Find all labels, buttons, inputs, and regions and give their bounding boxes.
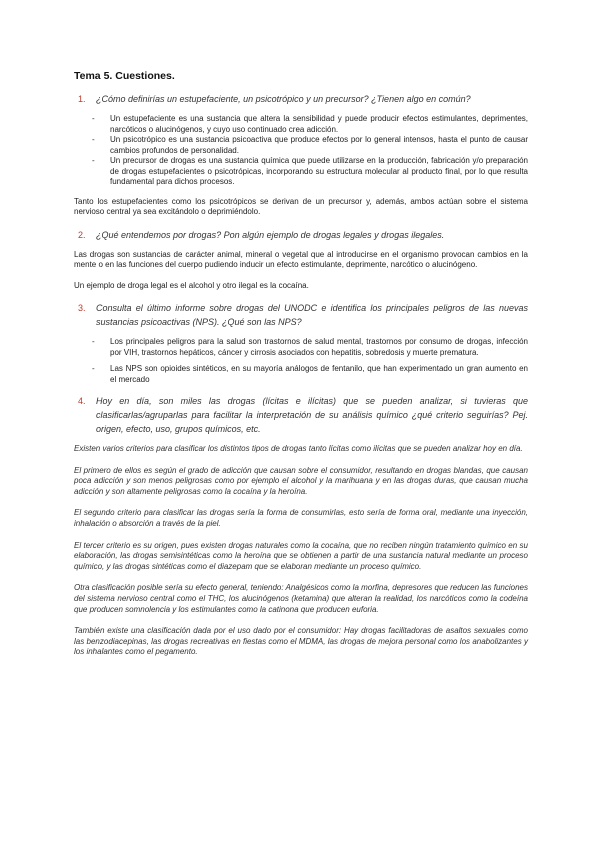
answer-paragraph: Tanto los estupefacientes como los psicotrópicos se derivan de un precursor y, además, ambos actúan sobre el sistema nervioso central ya sea excitándolo o deprimiéndolo. [74, 196, 528, 216]
document-page [74, 70, 528, 669]
list-item-text: Los principales peligros para la salud son trastornos de salud mental, trastornos por consumo de drogas, infección por VIH, trastornos hepáticos, cáncer y cirrosis asociados con hepatitis, sobredosis y muerte prematura. [110, 337, 528, 357]
answer-paragraph: Un ejemplo de droga legal es el alcohol y otro ilegal es la cocaína. [74, 280, 309, 290]
list-item-text: Las NPS son opioides sintéticos, en su mayoría análogos de fentanilo, que han experimentado un gran aumento en el mercado [110, 364, 528, 384]
question-2 [74, 228, 528, 242]
question-3 [74, 301, 528, 329]
list-item-text: Un psicotrópico es una sustancia psicoactiva que produce efectos por lo general intensos, hasta el punto de causar cambios profundos de personalidad. [110, 135, 528, 155]
bullet-dash: - [92, 364, 95, 373]
question-text: ¿Cómo definirías un estupefaciente, un psicotrópico y un precursor? ¿Tienen algo en común? [96, 94, 471, 104]
document-title: Tema 5. Cuestiones. [74, 70, 175, 82]
answer-paragraph: El primero de ellos es según el grado de adicción que causan sobre el consumidor, resultando en drogas blandas, que causan poca adicción y son menos peligrosas como por ejemplo el alcohol y la marihuana y en las drogas duras, que causan mucha adicción y son altamente peligrosas como la cocaína y la heroína. [74, 465, 528, 496]
list-item [92, 156, 528, 188]
question-text: Hoy en día, son miles las drogas (lícitas e ilícitas) que se pueden analizar, si tuvieras que clasificarlas/agruparlas para facilitar la interpretación de su análisis químico ¿qué criterio seguirías? Pej. origen, efecto, uso, grupos químicos, etc. [96, 396, 528, 434]
list-item [92, 135, 528, 156]
answer-paragraph: Otra clasificación posible sería su efecto general, teniendo: Analgésicos como la morfina, depresores que reducen las funciones del sistema nervioso central como el THC, los alucinógenos (ketamina) que alteran la realidad, los narcóticos como la codeína que producen somnolencia y los estimulantes como la catinona que producen euforia. [74, 583, 528, 614]
list-item-text: Un precursor de drogas es una sustancia química que puede utilizarse en la producción, fabricación y/o preparación de drogas estupefacientes o psicotrópicas, incorporando su estructura molecular al producto final, por lo que resulta fundamental para dichos procesos. [110, 156, 528, 186]
answer-paragraph: El segundo criterio para clasificar las drogas sería la forma de consumirlas, esto sería de forma oral, mediante una inyección, inhalación o absorción a través de la piel. [74, 508, 528, 528]
question-1 [74, 92, 528, 106]
list-item [92, 337, 528, 358]
answer-paragraph: También existe una clasificación dada por el uso dado por el consumidor: Hay drogas facilitadoras de asaltos sexuales como las benzodiacepinas, las drogas recreativas en fiestas como el MDMA, las drogas de mejora personal como los anabolizantes y los inhalantes como el pegamento. [74, 626, 528, 657]
bullet-dash: - [92, 135, 95, 144]
question-3-list [74, 337, 528, 385]
answer-paragraph: Las drogas son sustancias de carácter animal, mineral o vegetal que al introducirse en el organismo provocan cambios en la mente o en las funciones del cuerpo pudiendo inducir un efecto estimulante, deprimente, narcótico o alucinógeno. [74, 249, 528, 269]
list-item [92, 114, 528, 135]
bullet-dash: - [92, 337, 95, 346]
question-number: 1. [78, 94, 86, 104]
question-text: ¿Qué entendemos por drogas? Pon algún ejemplo de drogas legales y drogas ilegales. [96, 229, 445, 240]
question-number: 4. [78, 396, 86, 406]
bullet-dash: - [92, 114, 95, 123]
list-item-text: Un estupefaciente es una sustancia que altera la sensibilidad y puede producir efectos estimulantes, deprimentes, narcóticos o alucinógenos, y cuyo uso continuado crea adicción. [110, 114, 528, 134]
answer-paragraph: El tercer criterio es su origen, pues existen drogas naturales como la cocaína, que no reciben ningún tratamiento químico en su elaboración, las drogas semisintéticas como la heroína que se obtienen a partir de una sustancia natural mediante un proceso químico, y las drogas sintéticas como el diazepam que se elaboran mediante un proceso químico. [74, 540, 528, 571]
question-number: 3. [78, 303, 86, 313]
question-text: Consulta el último informe sobre drogas del UNODC e identifica los principales peligros de las nuevas sustancias psicoactivas (NPS). ¿Qué son las NPS? [96, 303, 528, 327]
question-number: 2. [78, 229, 86, 240]
list-item [92, 364, 528, 385]
answer-paragraph: Existen varios criterios para clasificar los distintos tipos de drogas tanto lícitas como ilícitas que se pueden analizar hoy en día. [74, 444, 523, 453]
question-1-list [74, 114, 528, 188]
bullet-dash: - [92, 156, 95, 165]
question-4 [74, 394, 528, 436]
